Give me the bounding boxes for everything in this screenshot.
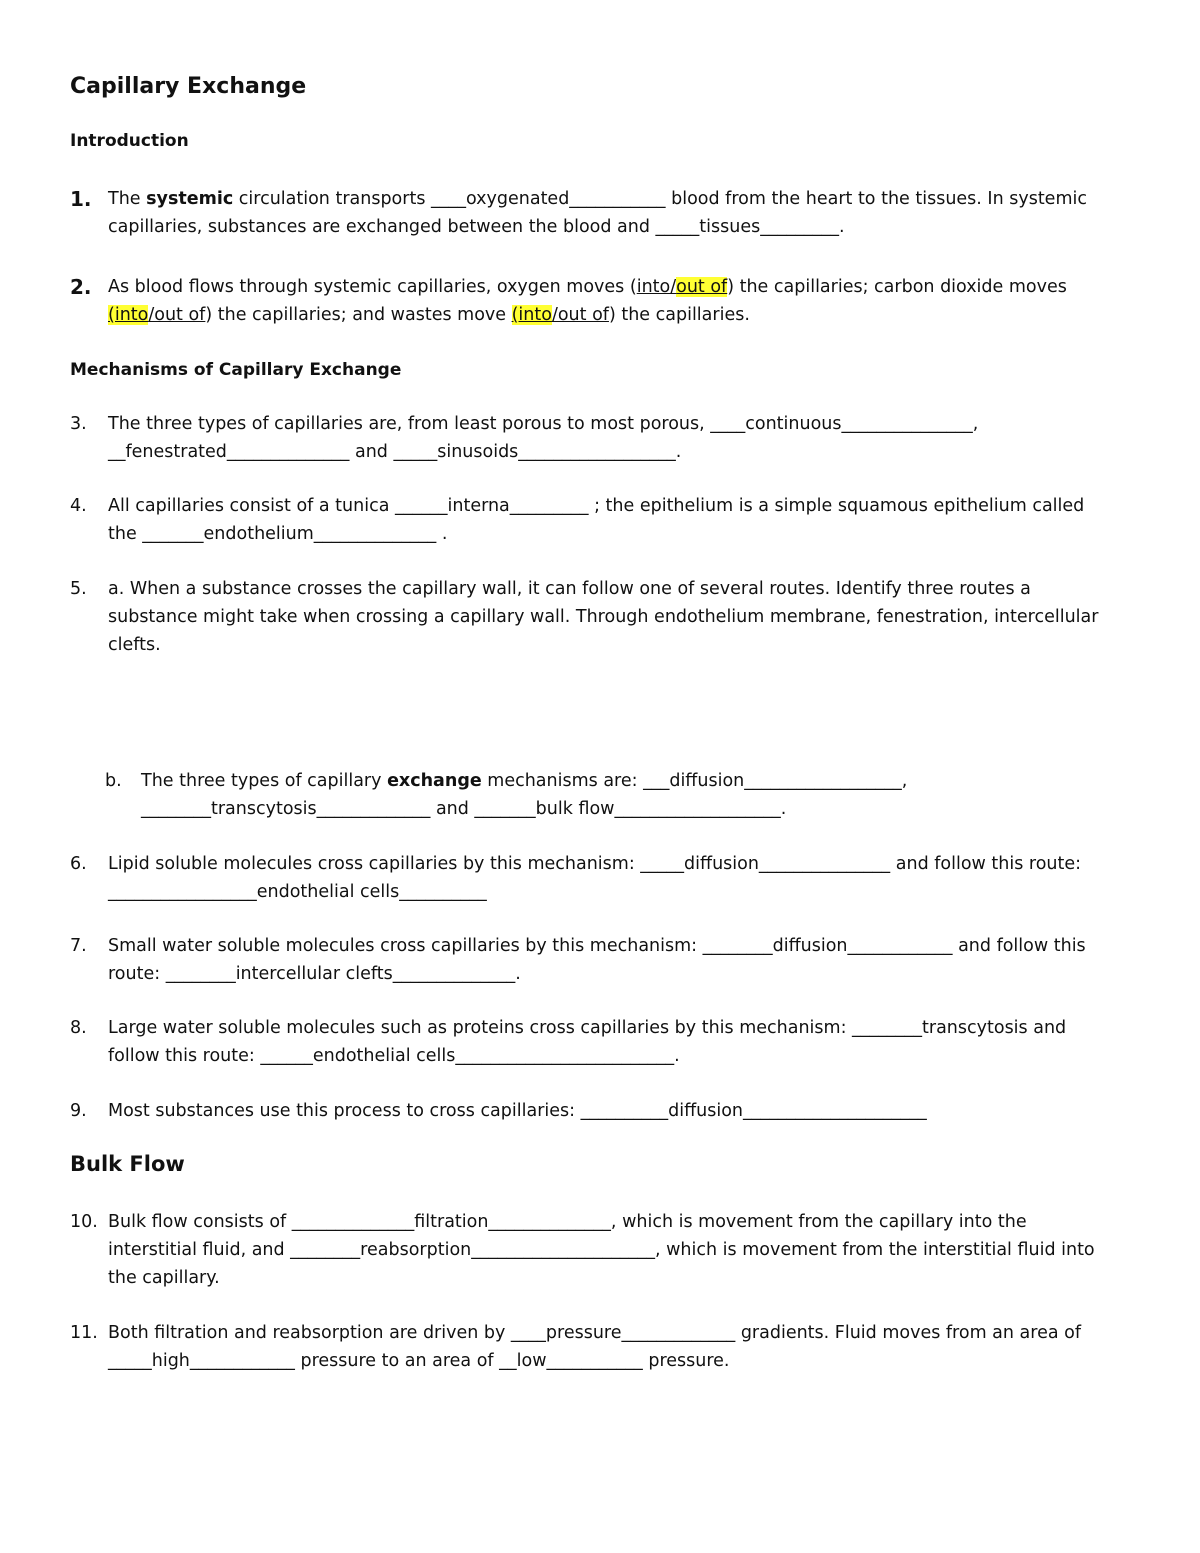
question-text: The systemic circulation transports ____oxygenated___________ blood from the heart to the tissues. In systemic capillaries, substances are exchanged between the blood and _____tissues_________. xyxy=(108,189,1087,237)
question-text: The three types of capillary exchange mechanisms are: ___diffusion__________________, ________transcytosis_____________ and _______bulk flow___________________. xyxy=(141,771,908,819)
question-2 xyxy=(70,273,1115,329)
question-text: Small water soluble molecules cross capillaries by this mechanism: ________diffusion____________ and follow this route: ________intercellular clefts______________. xyxy=(108,936,1086,984)
question-7 xyxy=(70,932,1115,988)
section-heading-bulk-flow: Bulk Flow xyxy=(70,1152,185,1176)
question-5b xyxy=(105,767,1115,823)
section-heading-mechanisms: Mechanisms of Capillary Exchange xyxy=(70,360,402,380)
question-5 xyxy=(70,575,1115,659)
question-number: 9. xyxy=(70,1101,87,1121)
question-number: 10. xyxy=(70,1212,98,1232)
question-number: 6. xyxy=(70,854,87,874)
section-heading-introduction: Introduction xyxy=(70,131,189,151)
question-number: 2. xyxy=(70,275,92,299)
question-number: 5. xyxy=(70,579,87,599)
question-3 xyxy=(70,410,1115,466)
question-number: 1. xyxy=(70,187,92,211)
choice-out-of-highlighted: out of xyxy=(676,277,728,297)
question-text: As blood flows through systemic capillaries, oxygen moves (into/out of) the capillaries; carbon dioxide moves (into/out of) the capillaries; and wastes move (into/out of) the capillaries. xyxy=(108,277,1067,325)
question-text: a. When a substance crosses the capillary wall, it can follow one of several routes. Identify three routes a substance might take when crossing a capillary wall. Through endothelium membrane, fenestration, intercellular clefts. xyxy=(108,579,1099,655)
page-title: Capillary Exchange xyxy=(70,74,307,99)
question-6 xyxy=(70,850,1115,906)
question-9 xyxy=(70,1097,1115,1125)
question-10 xyxy=(70,1208,1115,1292)
question-text: Most substances use this process to cross capillaries: __________diffusion_____________________ xyxy=(108,1101,927,1121)
question-text: Bulk flow consists of ______________filtration______________, which is movement from the capillary into the interstitial fluid, and ________reabsorption_____________________, which is movement from the interstitial fluid into the capillary. xyxy=(108,1212,1095,1288)
question-text: All capillaries consist of a tunica ______interna_________ ; the epithelium is a simple squamous epithelium called the _______endothelium______________ . xyxy=(108,496,1085,544)
question-number: 4. xyxy=(70,496,87,516)
choice-into-highlighted: (into xyxy=(511,305,552,325)
question-number: 8. xyxy=(70,1018,87,1038)
question-number: b. xyxy=(105,771,122,791)
question-4 xyxy=(70,492,1115,548)
question-number: 11. xyxy=(70,1323,98,1343)
question-text: Both filtration and reabsorption are driven by ____pressure_____________ gradients. Fluid moves from an area of _____high____________ pressure to an area of __low___________ pressure. xyxy=(108,1323,1082,1371)
question-text: Lipid soluble molecules cross capillaries by this mechanism: _____diffusion_______________ and follow this route: _________________endothelial cells__________ xyxy=(108,854,1082,902)
question-8 xyxy=(70,1014,1115,1070)
question-11 xyxy=(70,1319,1115,1375)
choice-into-highlighted: (into xyxy=(108,305,149,325)
question-number: 3. xyxy=(70,414,87,434)
question-text: The three types of capillaries are, from least porous to most porous, ____continuous_______________, __fenestrated______________ and _____sinusoids__________________. xyxy=(108,414,979,462)
question-number: 7. xyxy=(70,936,87,956)
choice-out-of: /out of xyxy=(148,305,206,325)
question-text: Large water soluble molecules such as proteins cross capillaries by this mechanism: ________transcytosis and follow this route: ______endothelial cells_________________________. xyxy=(108,1018,1067,1066)
choice-into: into/ xyxy=(636,277,677,297)
question-1 xyxy=(70,185,1115,241)
choice-out-of: /out of xyxy=(551,305,609,325)
